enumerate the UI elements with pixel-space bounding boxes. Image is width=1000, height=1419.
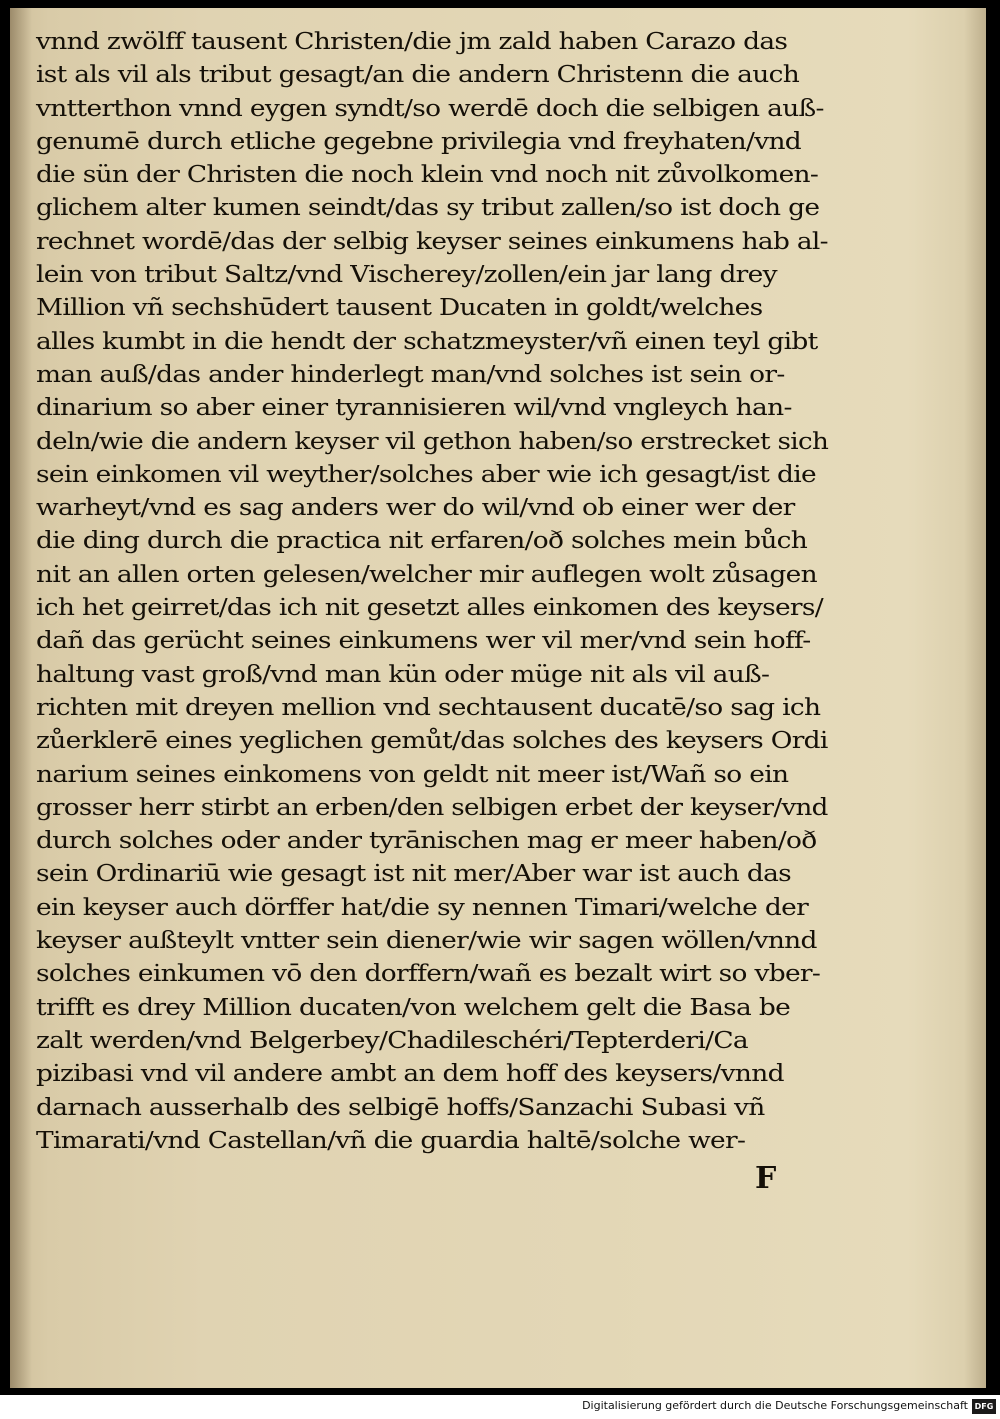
- text-line: lein von tribut Saltz/vnd Vischerey/zollen/ein jar lang drey: [36, 262, 777, 289]
- dfg-logo-icon: DFG: [972, 1399, 996, 1414]
- text-line: pizibasi vnd vil andere ambt an dem hoff des keysers/vnnd: [36, 1061, 784, 1088]
- text-line: vntterthon vnnd eygen syndt/so werdē doch die selbigen auß-: [36, 95, 824, 122]
- text-line: sein Ordinariū wie gesagt ist nit mer/Aber war ist auch das: [36, 861, 792, 888]
- text-line: rechnet wordē/das der selbig keyser seines einkumens hab al-: [36, 228, 828, 255]
- text-line: die sün der Christen die noch klein vnd noch nit zůvolkomen-: [36, 162, 819, 189]
- text-line: ich het geirret/das ich nit gesetzt alles einkomen des keysers/: [36, 595, 823, 622]
- body-text: [36, 26, 836, 1158]
- text-line: Million vñ sechshūdert tausent Ducaten in goldt/welches: [36, 295, 763, 322]
- text-line: zůerklerē eines yeglichen gemůt/das solches des keysers Ordi: [36, 728, 828, 755]
- text-line: man auß/das ander hinderlegt man/vnd solches ist sein or-: [36, 361, 785, 388]
- text-line: dinarium so aber einer tyrannisieren wil/vnd vngleych han-: [36, 395, 792, 422]
- text-line: solches einkumen vō den dorffern/wañ es bezalt wirt so vber-: [36, 961, 821, 988]
- text-line: deln/wie die andern keyser vil gethon haben/so erstrecket sich: [36, 428, 829, 455]
- text-line: richten mit dreyen mellion vnd sechtausent ducatē/so sag ich: [36, 694, 821, 721]
- text-line: grosser herr stirbt an erben/den selbigen erbet der keyser/vnd: [36, 794, 828, 821]
- text-line: durch solches oder ander tyrānischen mag er meer haben/oð: [36, 828, 817, 855]
- text-line: zalt werden/vnd Belgerbey/Chadileschéri/Tepterderi/Ca: [36, 1027, 748, 1054]
- text-line: haltung vast groß/vnd man kün oder müge nit als vil auß-: [36, 661, 770, 688]
- text-line: die ding durch die practica nit erfaren/oð solches mein bůch: [36, 528, 808, 555]
- footer-bar: [0, 1395, 1000, 1419]
- text-line: ein keyser auch dörffer hat/die sy nennen Timari/welche der: [36, 894, 809, 921]
- funding-credit: Digitalisierung gefördert durch die Deutsche Forschungsgemeinschaft: [582, 1399, 968, 1412]
- text-line: Timarati/vnd Castellan/vñ die guardia haltē/solche wer-: [36, 1127, 746, 1154]
- text-line: dañ das gerücht seines einkumens wer vil mer/vnd sein hoff-: [36, 628, 811, 655]
- text-line: sein einkomen vil weyther/solches aber wie ich gesagt/ist die: [36, 461, 816, 488]
- text-line: nit an allen orten gelesen/welcher mir auflegen wolt zůsagen: [36, 561, 817, 588]
- book-page: [10, 8, 986, 1388]
- text-line: narium seines einkomens von geldt nit meer ist/Wañ so ein: [36, 761, 789, 788]
- catchword: F: [755, 1161, 777, 1196]
- text-line: ist als vil als tribut gesagt/an die andern Christenn die auch: [36, 62, 800, 89]
- text-line: darnach ausserhalb des selbigē hoffs/Sanzachi Subasi vñ: [36, 1094, 765, 1121]
- page-gutter: [10, 8, 32, 1388]
- text-line: glichem alter kumen seindt/das sy tribut zallen/so ist doch ge: [36, 195, 820, 222]
- text-line: vnnd zwölff tausent Christen/die jm zald haben Carazo das: [36, 29, 788, 55]
- text-line: trifft es drey Million ducaten/von welchem gelt die Basa be: [36, 994, 791, 1021]
- text-line: genumē durch etliche gegebne privilegia vnd freyhaten/vnd: [36, 128, 802, 155]
- text-line: keyser außteylt vntter sein diener/wie wir sagen wöllen/vnnd: [36, 928, 817, 955]
- text-line: warheyt/vnd es sag anders wer do wil/vnd ob einer wer der: [36, 495, 795, 522]
- text-line: alles kumbt in die hendt der schatzmeyster/vñ einen teyl gibt: [36, 328, 818, 355]
